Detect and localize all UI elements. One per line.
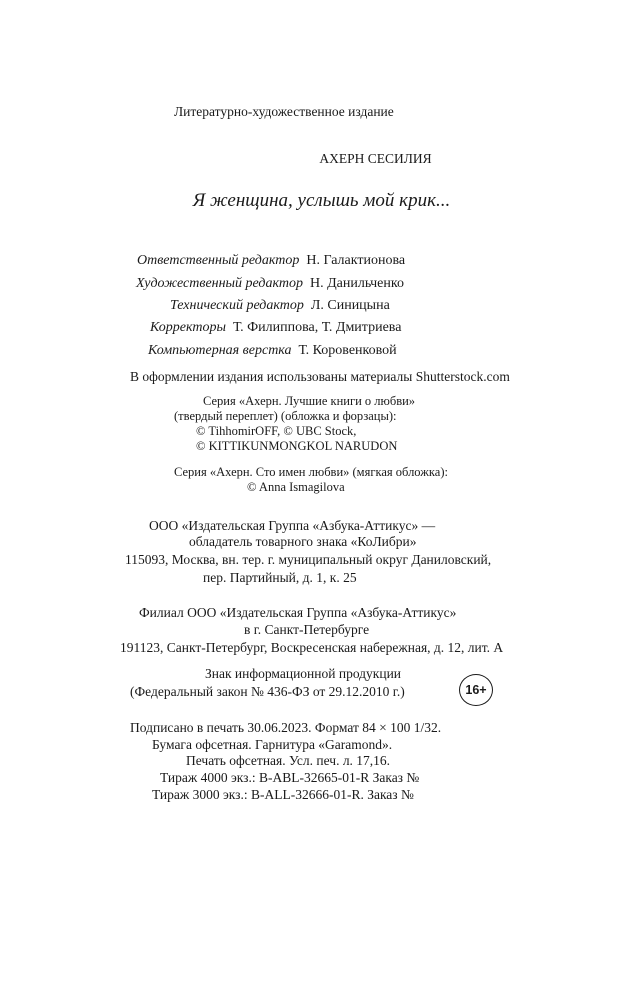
- credit-role: Корректоры: [150, 320, 226, 335]
- credit-role: Технический редактор: [170, 298, 304, 313]
- edition-type: Литературно-художественное издание: [174, 104, 394, 119]
- print-info-line: Бумага офсетная. Гарнитура «Garamond».: [152, 737, 393, 752]
- credit-person: Л. Синицына: [310, 298, 390, 313]
- publisher-line: 115093, Москва, вн. тер. г. муниципальный округ Даниловский,: [125, 552, 492, 567]
- credit-role: Художественный редактор: [136, 276, 303, 291]
- author-name: АХЕРН СЕСИЛИЯ: [319, 151, 432, 166]
- credit-role: Компьютерная верстка: [148, 343, 292, 358]
- print-info-line: Печать офсетная. Усл. печ. л. 17,16.: [186, 753, 391, 768]
- book-title: Я женщина, услышь мой крик...: [192, 190, 451, 211]
- credit-responsible-editor: [137, 252, 405, 269]
- print-info-line: Подписано в печать 30.06.2023. Формат 84 × 100 1/32.: [130, 720, 442, 735]
- series2-line: © Anna Ismagilova: [247, 480, 345, 494]
- branch-line: в г. Санкт-Петербурге: [244, 622, 370, 637]
- publisher-line: ООО «Издательская Группа «Азбука-Аттикус» —: [149, 518, 436, 533]
- print-info-line: Тираж 4000 экз.: B-ABL-32665-01-R Заказ №: [160, 770, 420, 785]
- info-mark-line: (Федеральный закон № 436-ФЗ от 29.12.2010 г.): [130, 684, 405, 699]
- credit-person: Т. Филиппова, Т. Дмитриева: [232, 320, 402, 335]
- publisher-line: обладатель товарного знака «КоЛибри»: [189, 534, 417, 549]
- series2-line: Серия «Ахерн. Сто имен любви» (мягкая обложка):: [174, 465, 448, 479]
- credit-person: Т. Коровенковой: [298, 343, 397, 358]
- series1-line: © TihhomirOFF, © UBC Stock,: [196, 424, 357, 438]
- series1-line: © KITTIKUNMONGKOL NARUDON: [196, 439, 398, 453]
- credit-tech-editor: [170, 297, 390, 314]
- print-info-line: Тираж 3000 экз.: B-ALL-32666-01-R. Заказ №: [152, 787, 414, 802]
- credit-role: Ответственный редактор: [137, 253, 300, 268]
- series1-line: Серия «Ахерн. Лучшие книги о любви»: [203, 394, 416, 408]
- credit-proofreaders: [150, 319, 401, 336]
- credit-person: Н. Данильченко: [309, 276, 404, 291]
- credit-person: Н. Галактионова: [306, 253, 406, 268]
- materials-note: В оформлении издания использованы материалы Shutterstock.com: [130, 369, 510, 384]
- age-rating-badge: 16+: [459, 674, 493, 706]
- publisher-line: пер. Партийный, д. 1, к. 25: [203, 570, 357, 585]
- branch-line: Филиал ООО «Издательская Группа «Азбука-Аттикус»: [139, 605, 457, 620]
- credit-art-editor: [136, 275, 404, 292]
- series1-line: (твердый переплет) (обложка и форзацы):: [174, 409, 397, 423]
- credit-layout: [148, 342, 397, 359]
- info-mark-line: Знак информационной продукции: [205, 666, 402, 681]
- branch-line: 191123, Санкт-Петербург, Воскресенская набережная, д. 12, лит. А: [120, 640, 504, 655]
